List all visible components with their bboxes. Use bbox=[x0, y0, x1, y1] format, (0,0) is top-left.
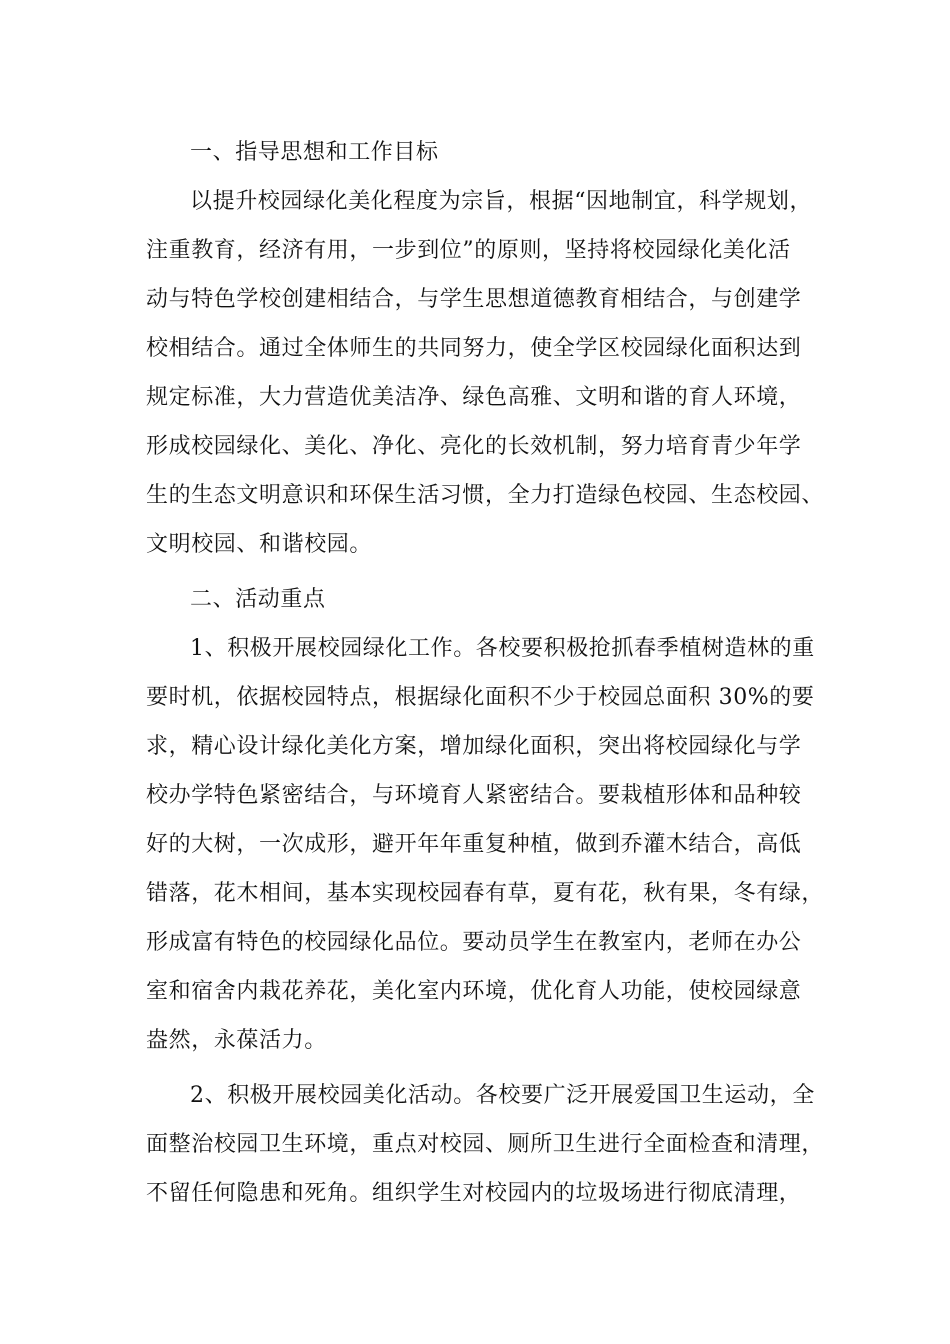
paragraph-line: 动与特色学校创建相结合，与学生思想道德教育相结合，与创建学 bbox=[146, 287, 802, 312]
paragraph-line: 形成校园绿化、美化、净化、亮化的长效机制，努力培育青少年学 bbox=[146, 434, 802, 459]
paragraph-line: 文明校园、和谐校园。 bbox=[146, 532, 373, 557]
paragraph-line: 错落，花木相间，基本实现校园春有草，夏有花，秋有果，冬有绿， bbox=[146, 881, 825, 906]
paragraph-line: 以提升校园绿化美化程度为宗旨，根据“因地制宜，科学规划， bbox=[190, 189, 813, 214]
paragraph-line: 盎然，永葆活力。 bbox=[146, 1028, 327, 1053]
paragraph-line: 好的大树，一次成形，避开年年重复种植，做到乔灌木结合，高低 bbox=[146, 832, 802, 857]
paragraph-line: 要时机，依据校园特点，根据绿化面积不少于校园总面积 30%的要 bbox=[146, 685, 815, 710]
paragraph-line: 不留任何隐患和死角。组织学生对校园内的垃圾场进行彻底清理， bbox=[146, 1181, 802, 1206]
paragraph-line: 校相结合。通过全体师生的共同努力，使全学区校园绿化面积达到 bbox=[146, 336, 802, 361]
paragraph-line: 规定标准，大力营造优美洁净、绿色高雅、文明和谐的育人环境， bbox=[146, 385, 802, 410]
paragraph-line: 校办学特色紧密结合，与环境育人紧密结合。要栽植形体和品种较 bbox=[146, 783, 802, 808]
paragraph-line: 1、积极开展校园绿化工作。各校要积极抢抓春季植树造林的重 bbox=[190, 636, 815, 661]
paragraph-line: 形成富有特色的校园绿化品位。要动员学生在教室内，老师在办公 bbox=[146, 930, 802, 955]
section-heading-1: 一、指导思想和工作目标 bbox=[190, 140, 439, 165]
paragraph-line: 生的生态文明意识和环保生活习惯，全力打造绿色校园、生态校园、 bbox=[146, 483, 825, 508]
paragraph-line: 2、积极开展校园美化活动。各校要广泛开展爱国卫生运动，全 bbox=[190, 1083, 815, 1108]
paragraph-line: 室和宿舍内栽花养花，美化室内环境，优化育人功能，使校园绿意 bbox=[146, 979, 802, 1004]
paragraph-line: 面整治校园卫生环境，重点对校园、厕所卫生进行全面检查和清理， bbox=[146, 1132, 825, 1157]
section-heading-2: 二、活动重点 bbox=[190, 587, 326, 612]
paragraph-line: 求，精心设计绿化美化方案，增加绿化面积，突出将校园绿化与学 bbox=[146, 734, 802, 759]
paragraph-line: 注重教育，经济有用，一步到位”的原则，坚持将校园绿化美化活 bbox=[146, 238, 791, 263]
